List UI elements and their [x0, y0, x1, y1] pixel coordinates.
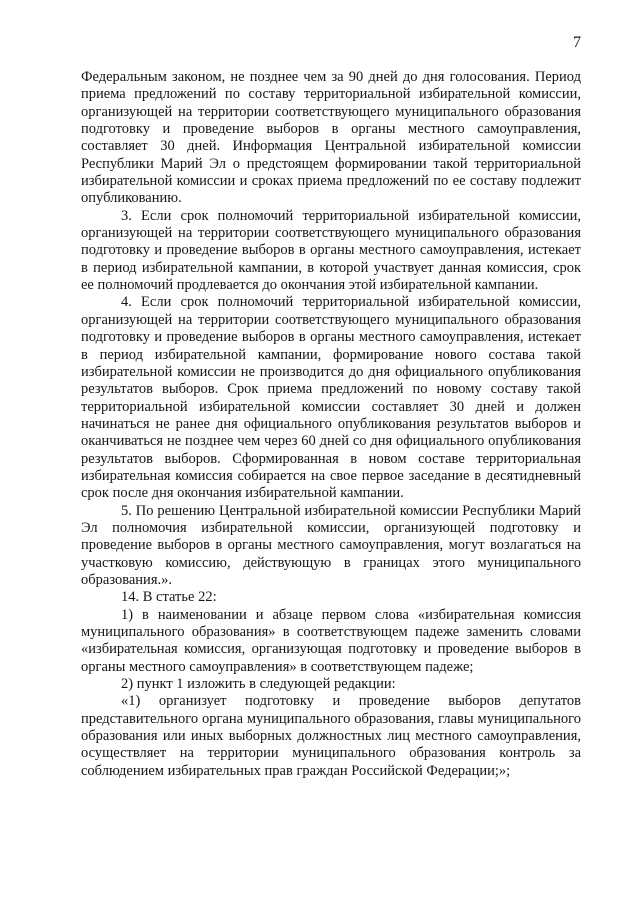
paragraph-clause-4: 4. Если срок полномочий территориальной избирательной комиссии, организующей на территории соответствующего муниципального образования подготовку и проведение выборов в органы местного самоуправления, истекает в период избирательной кампании, формирование нового состава такой избирательной комиссии не производится до дня официального опубликования результатов выборов. Срок приема предложений по новому составу такой территориальной избирательной комиссии составляет 30 дней и должен начинаться не ранее дня официального опубликования результатов выборов и оканчиваться не позднее чем через 60 дней со дня официального опубликования результатов выборов. Сформированная в новом составе территориальная избирательная комиссия собирается на свое первое заседание в десятидневный срок после дня окончания избирательной кампании. — [81, 294, 581, 502]
paragraph-item-14: 14. В статье 22: — [121, 589, 217, 606]
paragraph-clause-3: 3. Если срок полномочий территориальной избирательной комиссии, организующей на территории соответствующего муниципального образования подготовку и проведение выборов в органы местного самоуправления, истекает в период избирательной кампании, в которой участвует данная комиссия, срок ее полномочий продлевается до окончания этой избирательной кампании. — [81, 207, 581, 294]
paragraph-continuation: Федеральным законом, не позднее чем за 90 дней до дня голосования. Период приема предложений по составу территориальной избирательной комиссии, организующей на территории соответствующего муниципального образования подготовку и проведение выборов в органы местного самоуправления, составляет 30 дней. Информация Центральной избирательной комиссии Республики Марий Эл о предстоящем формировании такой территориальной избирательной комиссии и сроках приема предложений по ее составу подлежит опубликованию. — [81, 69, 581, 207]
document-body — [81, 69, 581, 780]
paragraph-quoted-point-1: «1) организует подготовку и проведение выборов депутатов представительного органа муниципального образования, главы муниципального образования или иных выборных должностных лиц местного самоуправления, осуществляет на территории муниципального образования контроль за соблюдением избирательных прав граждан Российской Федерации;»; — [81, 693, 581, 779]
paragraph-subitem-1: 1) в наименовании и абзаце первом слова «избирательная комиссия муниципального образования» в соответствующем падеже заменить словами «избирательная комиссия, организующая подготовку и проведение выборов в органы местного самоуправления» в соответствующем падеже; — [81, 606, 581, 675]
paragraph-subitem-2: 2) пункт 1 изложить в следующей редакции: — [121, 676, 396, 693]
page-number: 7 — [573, 34, 581, 51]
paragraph-clause-5: 5. По решению Центральной избирательной комиссии Республики Марий Эл полномочия избирательной комиссии, организующей подготовку и проведение выборов в органы местного самоуправления, могут возлагаться на участковую комиссию, действующую в границах этого муниципального образования.». — [81, 502, 581, 588]
